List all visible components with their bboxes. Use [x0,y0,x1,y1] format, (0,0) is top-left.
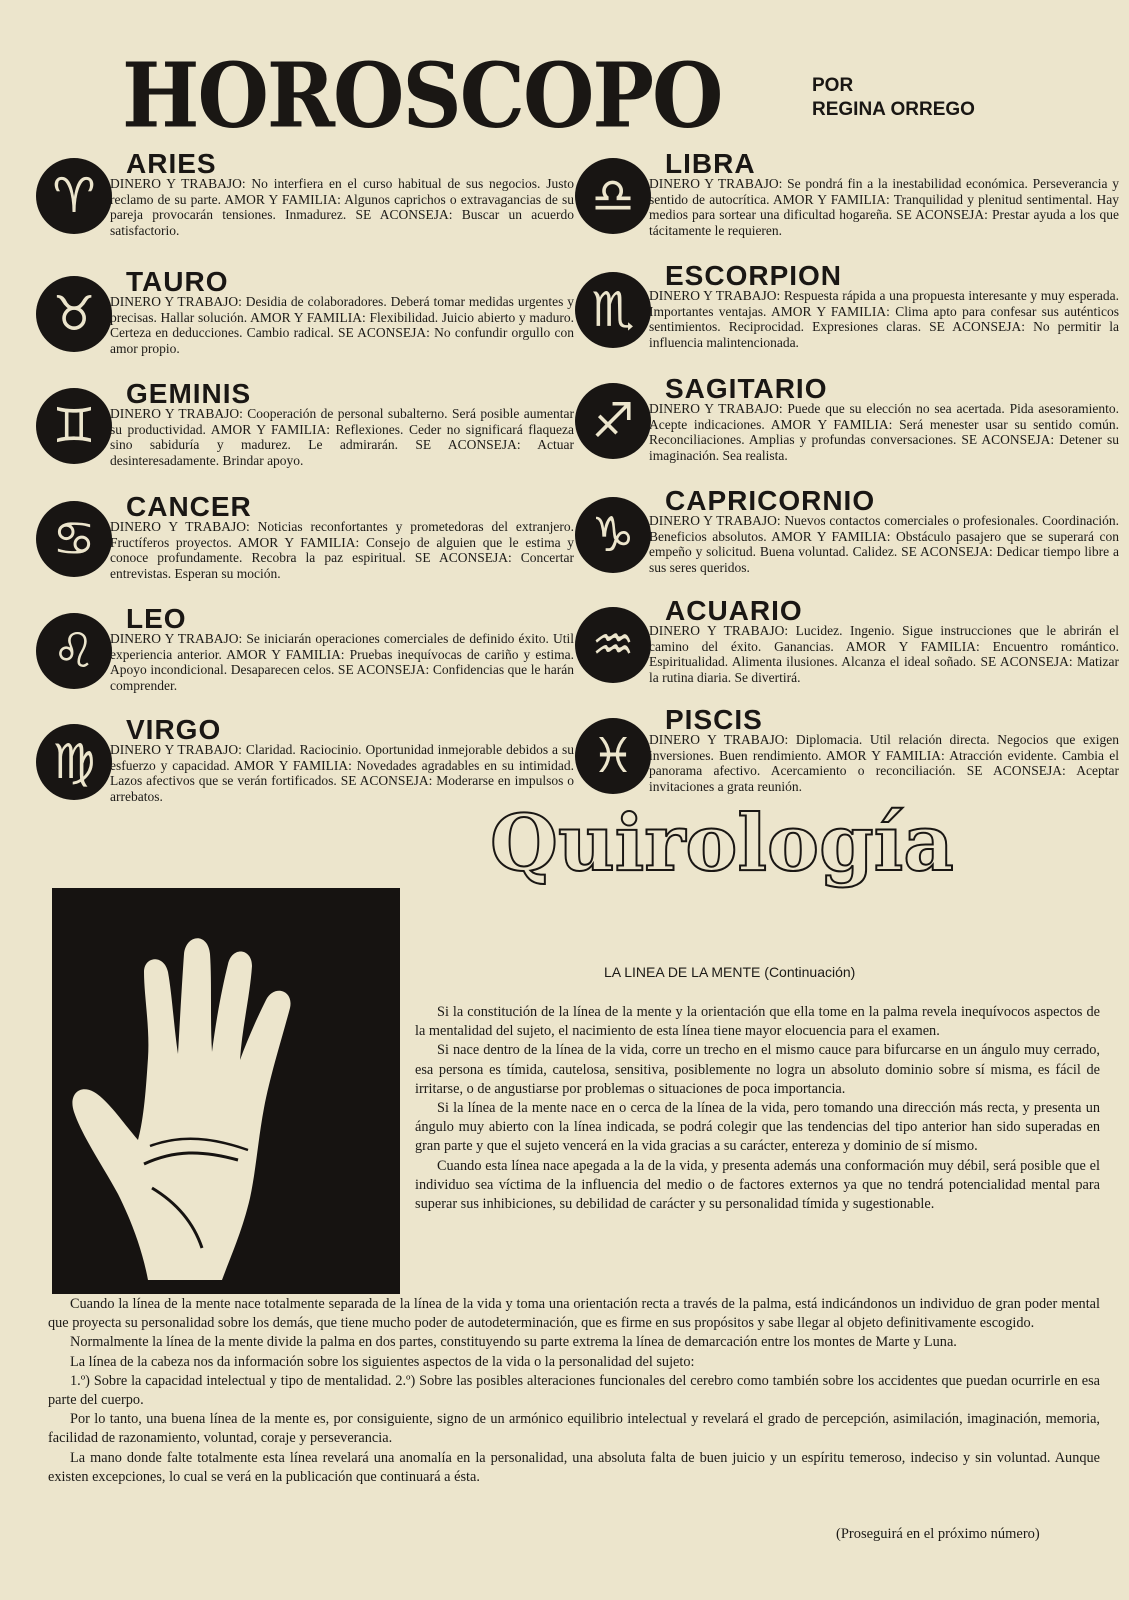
quirologia-title: Quirología [490,798,954,889]
horoscope-title: HOROSCOPO [122,44,722,149]
sign-text-acuario: DINERO Y TRABAJO: Lucidez. Ingenio. Sigue instrucciones que le abrirán el camino del éxito. Ganancias. AMOR Y FAMILIA: Encuentro romántico. Espiritualidad. Alimenta ilusiones. Alcanza el ideal soñado. SE ACONSEJA: Matizar la rutina diaria. Se divertirá. [649,623,1119,685]
paragraph: 1.º) Sobre la capacidad intelectual y tipo de mentalidad. 2.º) Sobre las posibles alteraciones funcionales del cerebro como también sobre los accidentes que puedan ocurrirle en esa parte del cuerpo. [48,1372,1100,1409]
sign-name-leo: LEO [126,603,187,634]
sign-text-escorpion: DINERO Y TRABAJO: Respuesta rápida a una propuesta interesante y muy esperada. Importantes ventajas. AMOR Y FAMILIA: Clima apto para confesar sus auténticos sentimientos. Reciprocidad. Expresiones claras. SE ACONSEJA: No permitir la influencia malintencionada. [649,288,1119,350]
sign-text-capricornio: DINERO Y TRABAJO: Nuevos contactos comerciales o profesionales. Coordinación. Beneficios absolutos. AMOR Y FAMILIA: Obstáculo pasajero que se superará con empeño y solicitud. Buena voluntad. Calidez. SE ACONSEJA: Dedicar tiempo libre a sus seres queridos. [649,513,1119,575]
libra-icon: ♎ [575,158,651,234]
capricorn-icon: ♑ [575,497,651,573]
taurus-icon: ♉ [36,276,112,352]
paragraph: Normalmente la línea de la mente divide la palma en dos partes, constituyendo su parte extrema la línea de demarcación entre los montes de Marte y Luna. [70,1334,957,1351]
paragraph: Cuando esta línea nace apegada a la de la vida, y presenta además una conformación muy débil, será posible que el individuo sea víctima de la influencia del medio o de factores externos ya que no tendrá potencialidad mental para superar sus inhibiciones, su debilidad de carácter y su personalidad tímida y sugestionable. [415,1157,1100,1213]
sign-name-cancer: CANCER [126,491,252,522]
aries-icon: ♈ [36,158,112,234]
scorpio-icon: ♏ [575,272,651,348]
sign-name-tauro: TAURO [126,266,229,297]
byline-por: POR [812,75,854,96]
sign-name-virgo: VIRGO [126,714,222,745]
quirologia-body-right [415,1003,1100,1214]
paragraph: Cuando la línea de la mente nace totalmente separada de la línea de la vida y toma una orientación recta a través de la palma, está indicándonos un individuo de gran poder mental que proyecta su personalidad sobre los demás, que tiene mucho poder de autodeterminación, que es firme en sus propósitos y sabe llegar al objeto definitivamente escogido. [48,1296,1100,1332]
sign-name-libra: LIBRA [665,148,756,179]
paragraph: Si nace dentro de la línea de la vida, corre un trecho en el mismo cauce para bifurcarse en un ángulo muy cerrado, esa persona es tímida, cautelosa, sensitiva, posiblemente no logra un absoluto dominio sobre sí misma, es fácil de irritarse, o de angustiarse por problemas o situaciones de poca importancia. [415,1042,1100,1097]
gemini-icon: ♊ [36,388,112,464]
paragraph: La línea de la cabeza nos da información sobre los siguientes aspectos de la vida o la personalidad del sujeto: [70,1353,695,1370]
aquarius-icon: ♒ [575,607,651,683]
sign-name-geminis: GEMINIS [126,378,252,409]
sign-text-cancer: DINERO Y TRABAJO: Noticias reconfortantes y prometedoras del extranjero. Fructíferos proyectos. AMOR Y FAMILIA: Consejo de alguien que le estima y conoce profundamente. Recobra la paz espiritual. SE ACONSEJA: Concertar entrevistas. Esperan su moción. [110,519,574,581]
sign-name-acuario: ACUARIO [665,595,803,626]
virgo-icon: ♍ [36,724,112,800]
sign-text-virgo: DINERO Y TRABAJO: Claridad. Raciocinio. Oportunidad inmejorable debidos a su esfuerzo y capacidad. AMOR Y FAMILIA: Novedades agradables en su intimidad. Lazos afectivos que se verán fortificados. SE ACONSEJA: Moderarse en impulsos o arrebatos. [110,742,574,804]
sign-name-escorpion: ESCORPION [665,260,843,291]
sign-text-sagitario: DINERO Y TRABAJO: Puede que su elección no sea acertada. Pida asesoramiento. Acepte indicaciones. AMOR Y FAMILIA: Será menester usar su sentido común. Reconciliaciones. Amplias y profundas conversaciones. SE ACONSEJA: Detener su imaginación. Sea realista. [649,401,1119,463]
paragraph: La mano donde falte totalmente esta línea revelará una anomalía en la personalidad, una absoluta falta de buen juicio y un espíritu temeroso, indeciso y sin voluntad. Aunque existen excepciones, lo cual se verá en la publicación que continuará a ésta. [48,1449,1100,1485]
sign-text-geminis: DINERO Y TRABAJO: Cooperación de personal subalterno. Será posible aumentar su productividad. AMOR Y FAMILIA: Reflexiones. Ceder no significará flaqueza sino sabiduría y madurez. Le admirarán. SE ACONSEJA: Actuar desinteresadamente. Brindar apoyo. [110,406,574,468]
paragraph: Por lo tanto, una buena línea de la mente es, por consiguiente, signo de un armónico equilibrio intelectual y revelará el grado de percepción, asimilación, imaginación, memoria, facilidad de razonamiento, voluntad, coraje y perseverancia. [48,1411,1100,1447]
palm-icon [52,888,400,1294]
byline-author: REGINA ORREGO [812,99,975,120]
pisces-icon: ♓ [575,718,651,794]
sign-text-leo: DINERO Y TRABAJO: Se iniciarán operaciones comerciales de definido éxito. Util experiencia anterior. AMOR Y FAMILIA: Pruebas inequívocas de cariño y estima. Apoyo incondicional. Desaparecen celos. SE ACONSEJA: Confidencias que le harán comprender. [110,631,574,693]
sign-text-piscis: DINERO Y TRABAJO: Diplomacia. Util relación directa. Negocios que exigen inversiones. Buen rendimiento. AMOR Y FAMILIA: Atracción evidente. Cambia el panorama afectivo. Acercamiento o reconciliación. SE ACONSEJA: Aceptar invitaciones a grata reunión. [649,732,1119,794]
sagittarius-icon: ♐ [575,383,651,459]
sign-name-aries: ARIES [126,148,217,179]
byline [812,74,975,122]
leo-icon: ♌ [36,613,112,689]
sign-name-sagitario: SAGITARIO [665,373,828,404]
hand-illustration [52,888,400,1294]
sign-name-piscis: PISCIS [665,704,763,735]
sign-text-libra: DINERO Y TRABAJO: Se pondrá fin a la inestabilidad económica. Perseverancia y sentido de autocrítica. AMOR Y FAMILIA: Tranquilidad y plenitud sentimental. Hay medios para sortear una dificultad hogareña. SE ACONSEJA: Prestar ayuda a los que tácitamente le requieren. [649,176,1119,238]
paragraph: Si la línea de la mente nace en o cerca de la línea de la vida, pero tomando una dirección más recta, y presenta un ángulo muy abierto con la línea indicada, se podrá colegir que las tendencias del tipo anterior han sido superadas en gran parte y que el sujeto vencerá en la vida gracias a su carácter, entereza y dominio de sí mismo. [415,1100,1100,1155]
quirologia-body-full [48,1295,1100,1487]
cancer-icon: ♋ [36,501,112,577]
sign-text-aries: DINERO Y TRABAJO: No interfiera en el curso habitual de sus negocios. Justo reclamo de su parte. AMOR Y FAMILIA: Algunos caprichos o extravagancias de su pareja provocarán tensiones. Inmadurez. SE ACONSEJA: Buscar un acuerdo satisfactorio. [110,176,574,238]
continued-note: (Proseguirá en el próximo número) [836,1526,1040,1542]
quirologia-subtitle: LA LINEA DE LA MENTE (Continuación) [604,964,856,980]
sign-text-tauro: DINERO Y TRABAJO: Desidia de colaboradores. Deberá tomar medidas urgentes y precisas. Hallar solución. AMOR Y FAMILIA: Flexibilidad. Juicio abierto y maduro. Certeza en deducciones. Cambio radical. SE ACONSEJA: No confundir orgullo con amor propio. [110,294,574,356]
paragraph: Si la constitución de la línea de la mente y la orientación que ella tome en la palma revela inequívocos aspectos de la mentalidad del sujeto, el nacimiento de esta línea tiene mayor elocuencia para el examen. [415,1004,1100,1040]
sign-name-capricornio: CAPRICORNIO [665,485,876,516]
